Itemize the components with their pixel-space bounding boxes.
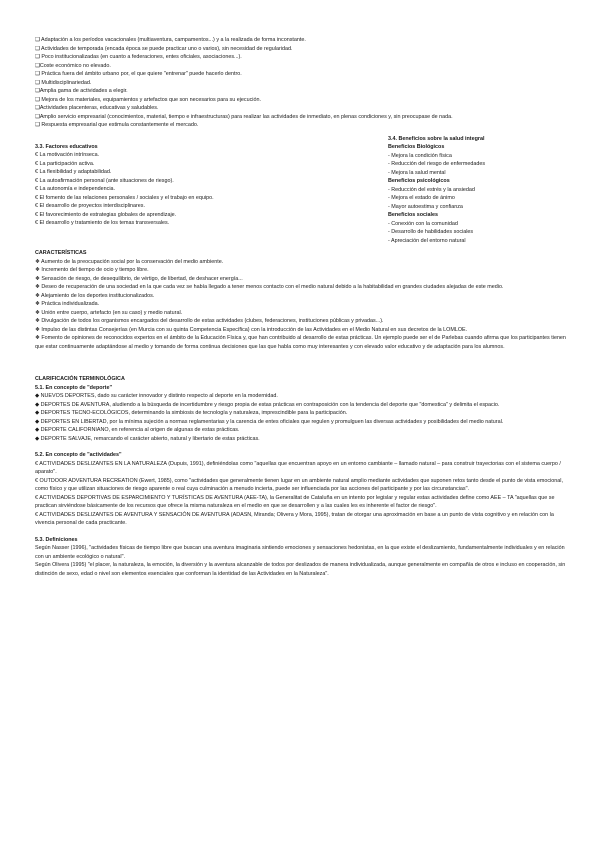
list-item: ◆ DEPORTES EN LIBERTAD, por la mínima sujeción a normas reglamentarias y la carencia de entes oficiales que regulen y promulguen las diversas actividades y posibilidades del medio natural. [35, 418, 504, 425]
list-item: - Reducción del estrés y la ansiedad [388, 186, 475, 193]
list-item: ◆ NUEVOS DEPORTES, dado su carácter innovador y distinto respecto al deporte en la modernidad. [35, 393, 278, 399]
group-title: Beneficios sociales [388, 212, 439, 218]
group-title: Beneficios psicológicos [388, 178, 450, 184]
list-item: ❑ Respuesta empresarial que estimula constantemente el mercado. [35, 122, 199, 128]
section-heading: 3.4. Beneficios sobre la salud integral [388, 135, 485, 142]
list-item: ◆ DEPORTES TECNO-ECOLÓGICOS, determinando la simbiosis de tecnología y naturaleza, imprescindible para la participación. [35, 410, 348, 416]
list-item: € La flexibilidad y adaptabilidad. [35, 169, 112, 175]
list-item: - Apreciación del entorno natural [388, 237, 466, 244]
list-item: € El desarrollo y tratamiento de los temas transversales. [35, 220, 170, 226]
list-item: € ACTIVIDADES DEPORTIVAS DE ESPARCIMIENTO Y TURÍSTICAS DE AVENTURA (AEE-TA), la Generalitat de Cataluña en un intento por legislar y regular estas actividades define como AEE – TA "aquellas que se practican sirviéndose básicamente de los recursos que ofrece la misma naturaleza en el medio en que se desarrollen y a las cuales les es inherente el factor de riesgo". [35, 494, 555, 509]
subsection-heading: 5.3. Definiciones [35, 536, 78, 543]
paragraph: Según Olivera (1995) "el placer, la naturaleza, la emoción, la diversión y la aventura alcanzable de todos por deslizados de manera individualizada, aunque generalmente en compañía de otros e incluso en cooperación, sin distinción de sexo, edad o nivel son elementos esenciales que conforman la identidad de las Actividades en la Naturaleza". [35, 562, 566, 577]
group-title: Beneficios Biológicos [388, 144, 445, 150]
list-item: € ACTIVIDADES DESLIZANTES EN LA NATURALEZA (Dupuis, 1991), definiéndolas como "aquellas que encuentran apoyo en un entorno cambiante – llamado natural – para construir trayectorias con el sistema cuerpo / aparato". [35, 460, 561, 475]
list-item: ❑ Poco institucionalizadas (en cuanto a federaciones, entes oficiales, asociaciones...). [35, 54, 242, 60]
list-item: - Mayor autoestima y confianza [388, 203, 463, 210]
list-item: € El fomento de las relaciones personales / sociales y el trabajo en equipo. [35, 194, 214, 201]
list-item: ❖ Unión entre cuerpo, artefacto (en su caso) y medio natural. [35, 309, 183, 316]
caracteristicas-section [35, 249, 568, 351]
list-item: ❖ Incremento del tiempo de ocio y tiempo libre. [35, 267, 149, 273]
list-item: ❑ Multidisciplinariedad. [35, 79, 92, 86]
list-item: € El favorecimiento de estrategias globales de aprendizaje. [35, 211, 177, 218]
list-item: € El desarrollo de proyectos interdisciplinares. [35, 203, 145, 209]
section-heading: CARACTERÍSTICAS [35, 250, 87, 256]
list-item: € OUTDOOR ADVENTURA RECREATION (Ewert, 1985), como "actividades que generalmente tienen lugar en un ambiente natural amplio mediante actividades que suponen retos tanto desde el punto de vista emocional, como físico y que utilizan situaciones de riesgo aparente o real cuya culminación a menudo incierta, puede ser influenciada por las acciones del participante y por las circunstancias". [35, 477, 563, 492]
list-item: ❖ Práctica individualizada. [35, 301, 100, 307]
list-item: € La autonomía e independencia. [35, 186, 116, 192]
list-item: ❑Actividades placenteras, educativas y saludables. [35, 105, 159, 111]
paragraph: Según Nasser (1996), "actividades físicas de tiempo libre que buscan una aventura imaginaria sintiendo emociones y sensaciones hedonistas, en la que existe el deslizamiento, fundamentalmente individuales y en relación con un ambiente ecológico o natural". [35, 545, 565, 560]
list-item: € La motivación intrínseca. [35, 152, 100, 158]
beneficios-section [388, 135, 568, 246]
section-heading: CLARIFICACIÓN TERMINOLÓGICA [35, 376, 125, 382]
list-item: € La autoafirmación personal (ante situaciones de riesgo). [35, 177, 174, 184]
list-item: € ACTIVIDADES DESLIZANTES DE AVENTURA Y SENSACIÓN DE AVENTURA (ADASN, Miranda; Olivera y Mora, 1995), tratan de otorgar una aproximación en base a un punto de vista cognitivo y en relación con la vivencia personal de cada practicante. [35, 511, 554, 526]
list-item: ❖ Deseo de recuperación de una sociedad en la que cada vez se había llegado a tener menos contacto con el medio natural debido a la habitabilidad en grandes ciudades alejadas de este medio. [35, 284, 504, 290]
list-item: - Mejora la condición física [388, 152, 452, 159]
list-item: ❑Amplio servicio empresarial (conocimientos, material, tiempo e infraestructuras) para realizar las actividades de inmediato, en plenas condiciones y, sin preocupase de nada. [35, 113, 453, 120]
list-item: ❑ Práctica fuera del ámbito urbano por, el que quiere "entrenar" puede hacerlo dentro. [35, 71, 242, 77]
list-item: ❖ Alejamiento de los deportes institucionalizados. [35, 292, 155, 299]
list-item: ❖ Sensación de riesgo, de desequilibrio, de vértigo, de libertad, de deshacer energía... [35, 275, 243, 282]
list-item: ❑ Mejora de los materiales, equipamientos y artefactos que son necesarios para su ejecución. [35, 96, 261, 103]
list-item: ❑ Actividades de temporada (encada época se puede practicar uno o varios), sin necesidad de regularidad. [35, 45, 293, 52]
factores-section [35, 135, 335, 246]
list-item: ❑Coste económico no elevado. [35, 62, 111, 69]
list-item: ◆ DEPORTES DE AVENTURA, aludiendo a la búsqueda de incertidumbre y riesgo propia de estas prácticas en contraposición con la tendencia del deporte que "domestica" y delimita el espacio. [35, 401, 500, 408]
list-item: - Mejora la salud mental [388, 169, 446, 176]
list-item: ◆ DEPORTE CALIFORNIANO, en referencia al origen de algunas de estas prácticas. [35, 427, 240, 433]
list-item: - Reducción del riesgo de enfermedades [388, 161, 486, 167]
subsection-heading: 5.2. En concepto de "actividades" [35, 452, 122, 458]
list-item: ❖ Divulgación de todos los organismos encargados del desarrollo de estas actividades (clubes, federaciones, instituciones públicas y privadas...). [35, 318, 384, 324]
list-item: ❖ Fomento de opiniones de reconocidos expertos en el ámbito de la Educación Física y, que han contribuido al desarrollo de estas prácticas. Un ejemplo puede ser el de Parlebas cuando afirma que los participantes tienen que estar continuamente adaptándose al medio y tomando de forma continua decisiones que las que habla como muy interesantes y con elevado valor educativo y de adaptación para los alumnos. [35, 335, 566, 350]
document-page [35, 36, 568, 578]
list-item: - Desarrollo de habilidades sociales [388, 229, 474, 235]
section-heading: 3.3. Factores educativos [35, 143, 98, 150]
subsection-heading: 5.1. En concepto de "deporte" [35, 384, 113, 391]
two-column-section [35, 135, 568, 246]
list-item: ◆ DEPORTE SALVAJE, remarcando el carácter abierto, natural y libertario de estas prácticas. [35, 435, 260, 442]
intro-list [35, 36, 568, 130]
list-item: - Mejora el estado de ánimo [388, 195, 455, 201]
clarificacion-section [35, 375, 568, 578]
list-item: ❑ Adaptación a los períodos vacacionales (multiaventura, campamentos...) y a la realizada de forma inconstante. [35, 37, 306, 43]
list-item: ❑Amplia gama de actividades a elegir. [35, 88, 128, 94]
list-item: - Conexión con la comunidad [388, 220, 458, 227]
list-item: ❖ Aumento de la preocupación social por la conservación del medio ambiente. [35, 258, 224, 265]
list-item: ❖ Impulso de las distintas Consejerías (en Murcia con su quinta Competencia Específica) con la introducción de las Actividades en el Medio Natural en sus decretos de la LOMLOE. [35, 326, 468, 333]
list-item: € La participación activa. [35, 160, 95, 167]
